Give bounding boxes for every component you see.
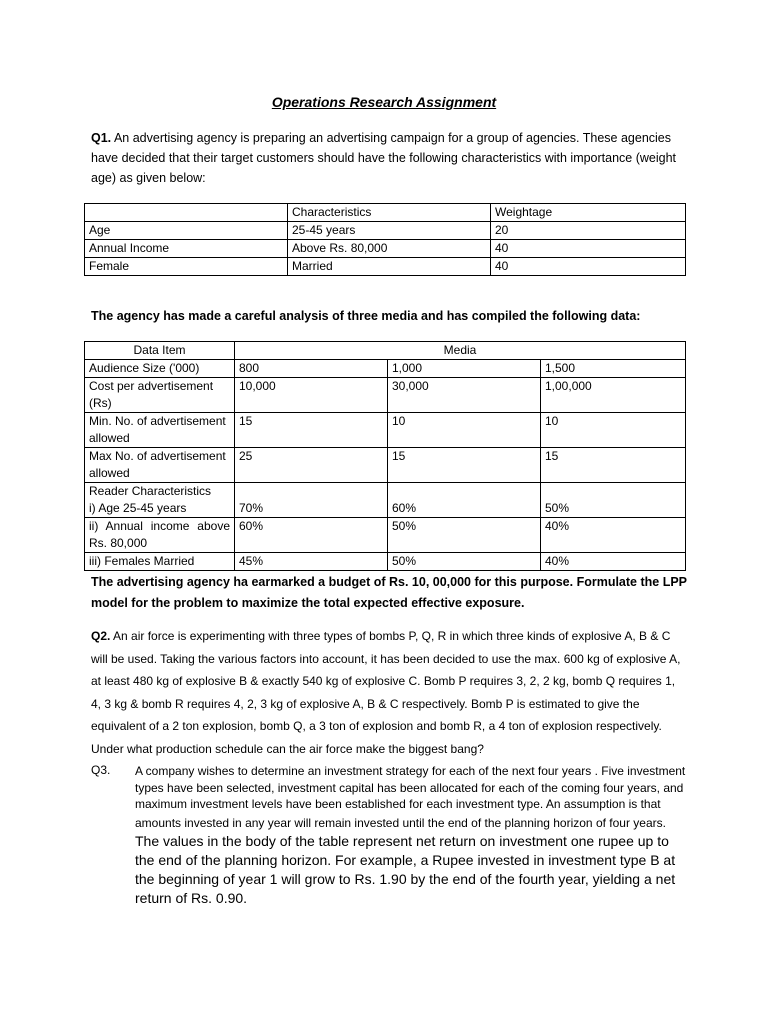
table-header-cell: Characteristics — [288, 204, 491, 222]
table-cell: 30,000 — [388, 378, 541, 413]
table-cell: Above Rs. 80,000 — [288, 240, 491, 258]
table-cell: 40% — [541, 518, 686, 553]
q2-text: An air force is experimenting with three types of bombs P, Q, R in which three kinds of explosive A, B & C will be used. Taking the various factors into account, it has been decided to use the max. 600 kg of explosive A, at least 480 kg of explosive B & exactly 540 kg of explosive C. Bomb P requires 3, 2, 2 kg, bomb Q requires 1, 4, 3 kg & bomb R requires 4, 2, 3 kg of explosive A, B & C respectively. Bomb P is estimated to give the equivalent of a 2 ton explosion, bomb Q, a 3 ton of explosion and bomb R, a 4 ton of explosion respectively. Under what production schedule can the air force make the biggest bang? — [91, 629, 681, 756]
table-row-label: Max No. of advertisement allowed — [85, 448, 235, 483]
table-cell: 15 — [235, 413, 388, 448]
table-row — [85, 258, 686, 276]
reader-characteristics-label: Reader Characteristics — [85, 483, 235, 501]
table-cell: 40 — [491, 240, 686, 258]
page-title: Operations Research Assignment — [271, 94, 497, 110]
q2-label: Q2. — [91, 629, 111, 643]
table-cell: 25 — [235, 448, 388, 483]
table-cell: 1,00,000 — [541, 378, 686, 413]
table-row-label: iii) Females Married — [85, 553, 235, 571]
q1-paragraph — [91, 128, 687, 188]
table-cell: Annual Income — [85, 240, 288, 258]
table-cell — [541, 483, 686, 501]
table-cell: 15 — [541, 448, 686, 483]
table-cell: Female — [85, 258, 288, 276]
table-cell: 25-45 years — [288, 222, 491, 240]
table-cell: 40% — [541, 553, 686, 571]
table-row — [85, 240, 686, 258]
budget-statement: The advertising agency ha earmarked a budget of Rs. 10, 00,000 for this purpose. Formulate the LPP model for the problem to maximize the total expected effective exposure. — [91, 575, 687, 610]
table-cell: Age — [85, 222, 288, 240]
q3-label: Q3. — [91, 763, 111, 777]
table-row — [85, 413, 686, 448]
table-cell: 10,000 — [235, 378, 388, 413]
q1-label: Q1. — [91, 131, 112, 145]
q3-text-large: The values in the body of the table represent net return on investment one rupee up to the end of the planning horizon. For example, a Rupee invested in investment type B at the beginning of year 1 will grow to Rs. 1.90 by the end of the fourth year, yielding a net return of Rs. 0.90. — [135, 832, 676, 906]
table-row — [85, 378, 686, 413]
table-row — [85, 222, 686, 240]
table-cell: 45% — [235, 553, 388, 571]
table-row-label: ii) Annual income above Rs. 80,000 — [85, 518, 235, 553]
table-header-row — [85, 204, 686, 222]
table-row — [85, 500, 686, 518]
table-header-cell: Data Item — [85, 342, 235, 360]
table-cell: 800 — [235, 360, 388, 378]
table-header-row — [85, 342, 686, 360]
table-cell — [388, 483, 541, 501]
table-cell: 50% — [541, 500, 686, 518]
table-row — [85, 483, 686, 501]
characteristics-table — [84, 203, 686, 276]
table-row — [85, 518, 686, 553]
table-header-cell: Weightage — [491, 204, 686, 222]
table-cell: 60% — [388, 500, 541, 518]
table-cell: 50% — [388, 518, 541, 553]
media-intro: The agency has made a careful analysis of three media and has compiled the following data: — [91, 309, 641, 323]
table-row — [85, 448, 686, 483]
table-cell: 60% — [235, 518, 388, 553]
table-cell: 10 — [388, 413, 541, 448]
table-header-cell: Media — [235, 342, 686, 360]
table-row-label: Cost per advertisement (Rs) — [85, 378, 235, 413]
table-header-cell — [85, 204, 288, 222]
table-cell: Married — [288, 258, 491, 276]
table-cell: 70% — [235, 500, 388, 518]
table-cell: 1,000 — [388, 360, 541, 378]
table-row — [85, 360, 686, 378]
table-row-label: Audience Size ('000) — [85, 360, 235, 378]
q1-text: An advertising agency is preparing an advertising campaign for a group of agencies. These agencies have decided that their target customers should have the following characteristics with importance (weight age) as given below: — [91, 131, 677, 185]
table-cell: 50% — [388, 553, 541, 571]
q3-text-small: A company wishes to determine an investment strategy for each of the next four years . Five investment types have been selected, investment capital has been allocated for each of the coming four years, and maximum investment levels have been established for each investment type. An assumption is that amounts invested in any year will remain invested until the end of the planning horizon of four years. — [135, 764, 686, 830]
table-cell: 40 — [491, 258, 686, 276]
table-row-label: i) Age 25-45 years — [85, 500, 235, 518]
media-table — [84, 341, 686, 571]
table-cell — [235, 483, 388, 501]
table-row — [85, 553, 686, 571]
q3-body — [135, 763, 687, 908]
table-cell: 20 — [491, 222, 686, 240]
table-cell: 15 — [388, 448, 541, 483]
table-row-label: Min. No. of advertisement allowed — [85, 413, 235, 448]
table-cell: 1,500 — [541, 360, 686, 378]
q2-paragraph — [91, 625, 687, 760]
table-cell: 10 — [541, 413, 686, 448]
